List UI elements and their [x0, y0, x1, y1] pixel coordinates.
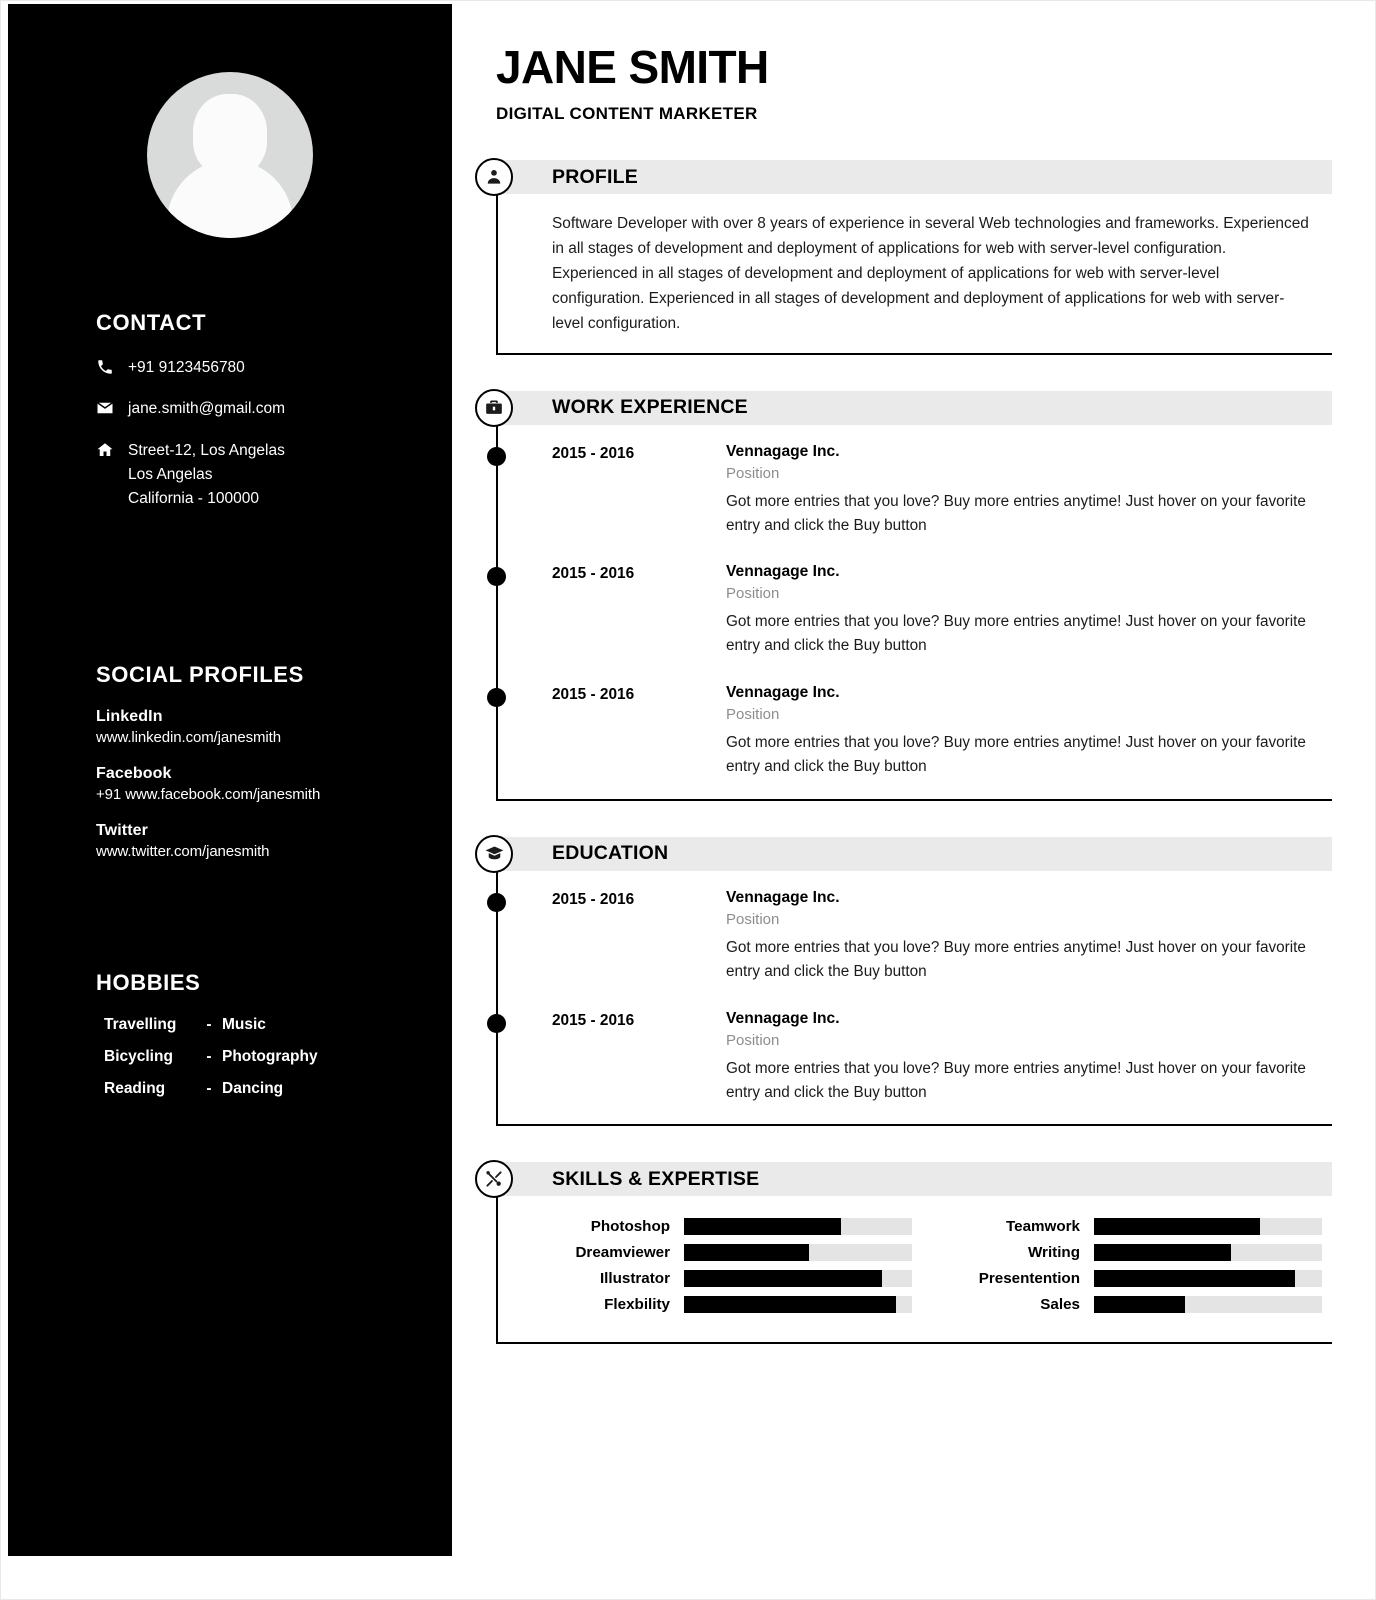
skill-row — [946, 1218, 1332, 1235]
skill-row — [532, 1296, 918, 1313]
hobby-right: Photography — [222, 1047, 318, 1065]
social-profiles-section — [8, 662, 452, 860]
section-education — [496, 837, 1332, 1126]
hobby-separator: - — [206, 1079, 212, 1097]
home-icon — [96, 439, 120, 459]
skill-row — [946, 1244, 1332, 1261]
hobby-right: Music — [222, 1015, 266, 1033]
hobbies-heading: HOBBIES — [96, 969, 201, 995]
hobby-left: Bicycling — [104, 1047, 173, 1065]
entry-description: Got more entries that you love? Buy more entries anytime! Just hover on your favorite entry and click the Buy button — [726, 734, 1306, 776]
entry-organization: Vennagage Inc. — [726, 1009, 840, 1027]
skill-bar-fill — [684, 1296, 896, 1313]
entry-details — [680, 1010, 1332, 1105]
section-header-work — [496, 391, 1332, 425]
contact-phone-value: +91 9123456780 — [128, 359, 245, 376]
envelope-icon — [96, 397, 120, 417]
timeline-dot — [487, 893, 506, 912]
timeline-dot — [487, 1014, 506, 1033]
social-url[interactable]: www.linkedin.com/janesmith — [96, 728, 281, 746]
skill-bar-track — [684, 1244, 912, 1261]
profile-summary-text: Software Developer with over 8 years of experience in several Web technologies and frameworks. Experienced in all stages of development and deployment of applications for web with server-level configuration. Experienced in all stages of development and deployment of applications for web with server-level configuration. Experienced in all stages of development and deployment of applications for web with server-level configuration. — [552, 215, 1309, 332]
avatar — [147, 72, 313, 238]
hobbies-section — [8, 970, 452, 1098]
skill-bar-fill — [1094, 1296, 1185, 1313]
briefcase-icon — [475, 389, 513, 427]
skill-bar-fill — [684, 1218, 841, 1235]
skills-column-right — [918, 1218, 1332, 1322]
hobby-separator: - — [206, 1015, 212, 1033]
skill-bar-track — [1094, 1270, 1322, 1287]
timeline-dot — [487, 567, 506, 586]
social-url[interactable]: www.twitter.com/janesmith — [96, 842, 270, 860]
section-header-skills — [496, 1162, 1332, 1196]
social-network-name: LinkedIn — [96, 707, 163, 725]
skill-label: Writing — [1027, 1244, 1080, 1262]
section-work-experience — [496, 391, 1332, 801]
section-title: SKILLS & EXPERTISE — [552, 1167, 760, 1190]
sidebar — [8, 4, 452, 1556]
section-body-profile — [496, 194, 1332, 355]
skill-label: Flexbility — [604, 1296, 670, 1314]
person-badge-icon — [475, 158, 513, 196]
job-title: DIGITAL CONTENT MARKETER — [496, 104, 758, 123]
section-header-education — [496, 837, 1332, 871]
skill-row — [946, 1296, 1332, 1313]
social-network-name: Facebook — [96, 764, 172, 782]
hobby-row — [96, 1048, 452, 1066]
entry-organization: Vennagage Inc. — [726, 888, 840, 906]
address-line-3: California - 100000 — [128, 490, 259, 508]
avatar-wrapper — [8, 4, 452, 238]
skill-label: Sales — [1040, 1296, 1080, 1314]
section-profile — [496, 160, 1332, 355]
skill-row — [532, 1218, 918, 1235]
hobby-left: Reading — [104, 1079, 166, 1097]
social-item-facebook[interactable] — [96, 765, 452, 803]
hobby-right: Dancing — [222, 1079, 284, 1097]
entry-details — [680, 563, 1332, 658]
skill-label: Dreamviewer — [575, 1244, 670, 1262]
hobby-separator: - — [206, 1047, 212, 1065]
section-header-profile — [496, 160, 1332, 194]
entry-date: 2015 - 2016 — [552, 444, 635, 462]
skill-bar-fill — [684, 1270, 882, 1287]
entry-details — [680, 443, 1332, 538]
timeline-entry — [498, 889, 1332, 984]
social-url[interactable]: +91 www.facebook.com/janesmith — [96, 785, 321, 803]
entry-description: Got more entries that you love? Buy more entries anytime! Just hover on your favorite entry and click the Buy button — [726, 492, 1306, 534]
address-line-2: Los Angelas — [128, 465, 213, 483]
section-body-education — [496, 871, 1332, 1126]
contact-address — [128, 439, 285, 512]
skill-bar-fill — [1094, 1270, 1295, 1287]
entry-position: Position — [726, 585, 780, 603]
skill-bar-fill — [684, 1244, 809, 1261]
skill-bar-track — [1094, 1218, 1322, 1235]
entry-organization: Vennagage Inc. — [726, 442, 840, 460]
hobby-row — [96, 1080, 452, 1098]
phone-icon — [96, 356, 120, 376]
entry-organization: Vennagage Inc. — [726, 684, 840, 702]
tools-icon — [475, 1160, 513, 1198]
social-heading: SOCIAL PROFILES — [96, 661, 304, 687]
skill-bar-track — [684, 1296, 912, 1313]
timeline-dot — [487, 447, 506, 466]
contact-email-row — [96, 397, 452, 421]
main-content — [452, 0, 1376, 1600]
section-body-skills — [496, 1196, 1332, 1344]
entry-details — [680, 889, 1332, 984]
entry-description: Got more entries that you love? Buy more entries anytime! Just hover on your favorite entry and click the Buy button — [726, 1059, 1306, 1101]
skill-bar-track — [1094, 1296, 1322, 1313]
skill-label: Illustrator — [599, 1270, 670, 1288]
timeline-entry — [498, 563, 1332, 658]
entry-position: Position — [726, 706, 780, 724]
address-line-1: Street-12, Los Angelas — [128, 441, 285, 459]
skill-bar-track — [1094, 1244, 1322, 1261]
entry-position: Position — [726, 1031, 780, 1049]
social-item-twitter[interactable] — [96, 822, 452, 860]
contact-phone-row — [96, 356, 452, 380]
entry-date: 2015 - 2016 — [552, 565, 635, 583]
contact-address-row — [96, 439, 452, 512]
section-body-work — [496, 425, 1332, 801]
avatar-body-shape — [167, 160, 293, 238]
timeline-entry — [498, 1010, 1332, 1105]
social-item-linkedin[interactable] — [96, 708, 452, 746]
entry-date: 2015 - 2016 — [552, 686, 635, 704]
entry-date: 2015 - 2016 — [552, 890, 635, 908]
entry-description: Got more entries that you love? Buy more entries anytime! Just hover on your favorite entry and click the Buy button — [726, 938, 1306, 980]
contact-email-value: jane.smith@gmail.com — [128, 400, 286, 418]
entry-details — [680, 684, 1332, 779]
graduation-cap-icon — [475, 835, 513, 873]
social-network-name: Twitter — [96, 821, 148, 839]
skill-label: Photoshop — [590, 1218, 670, 1236]
page-title: JANE SMITH — [496, 41, 769, 93]
section-title: EDUCATION — [552, 842, 669, 865]
timeline-dot — [487, 688, 506, 707]
timeline-entry — [498, 443, 1332, 538]
entry-organization: Vennagage Inc. — [726, 563, 840, 581]
entry-position: Position — [726, 910, 780, 928]
skill-bar-fill — [1094, 1218, 1260, 1235]
skill-bar-track — [684, 1270, 912, 1287]
skill-label: Presentention — [978, 1270, 1080, 1288]
contact-heading: CONTACT — [96, 310, 207, 335]
skill-bar-track — [684, 1218, 912, 1235]
section-skills — [496, 1162, 1332, 1344]
skill-label: Teamwork — [1006, 1218, 1080, 1236]
skill-row — [532, 1270, 918, 1287]
hobby-left: Travelling — [104, 1015, 177, 1033]
entry-description: Got more entries that you love? Buy more entries anytime! Just hover on your favorite entry and click the Buy button — [726, 613, 1306, 655]
skill-row — [946, 1270, 1332, 1287]
skills-grid — [498, 1214, 1332, 1326]
skills-column-left — [532, 1218, 918, 1322]
section-title: PROFILE — [552, 165, 638, 188]
skill-row — [532, 1244, 918, 1261]
contact-section — [8, 310, 452, 512]
section-title: WORK EXPERIENCE — [552, 396, 748, 419]
entry-position: Position — [726, 464, 780, 482]
entry-date: 2015 - 2016 — [552, 1011, 635, 1029]
timeline-entry — [498, 684, 1332, 779]
hobby-row — [96, 1016, 452, 1034]
skill-bar-fill — [1094, 1244, 1231, 1261]
